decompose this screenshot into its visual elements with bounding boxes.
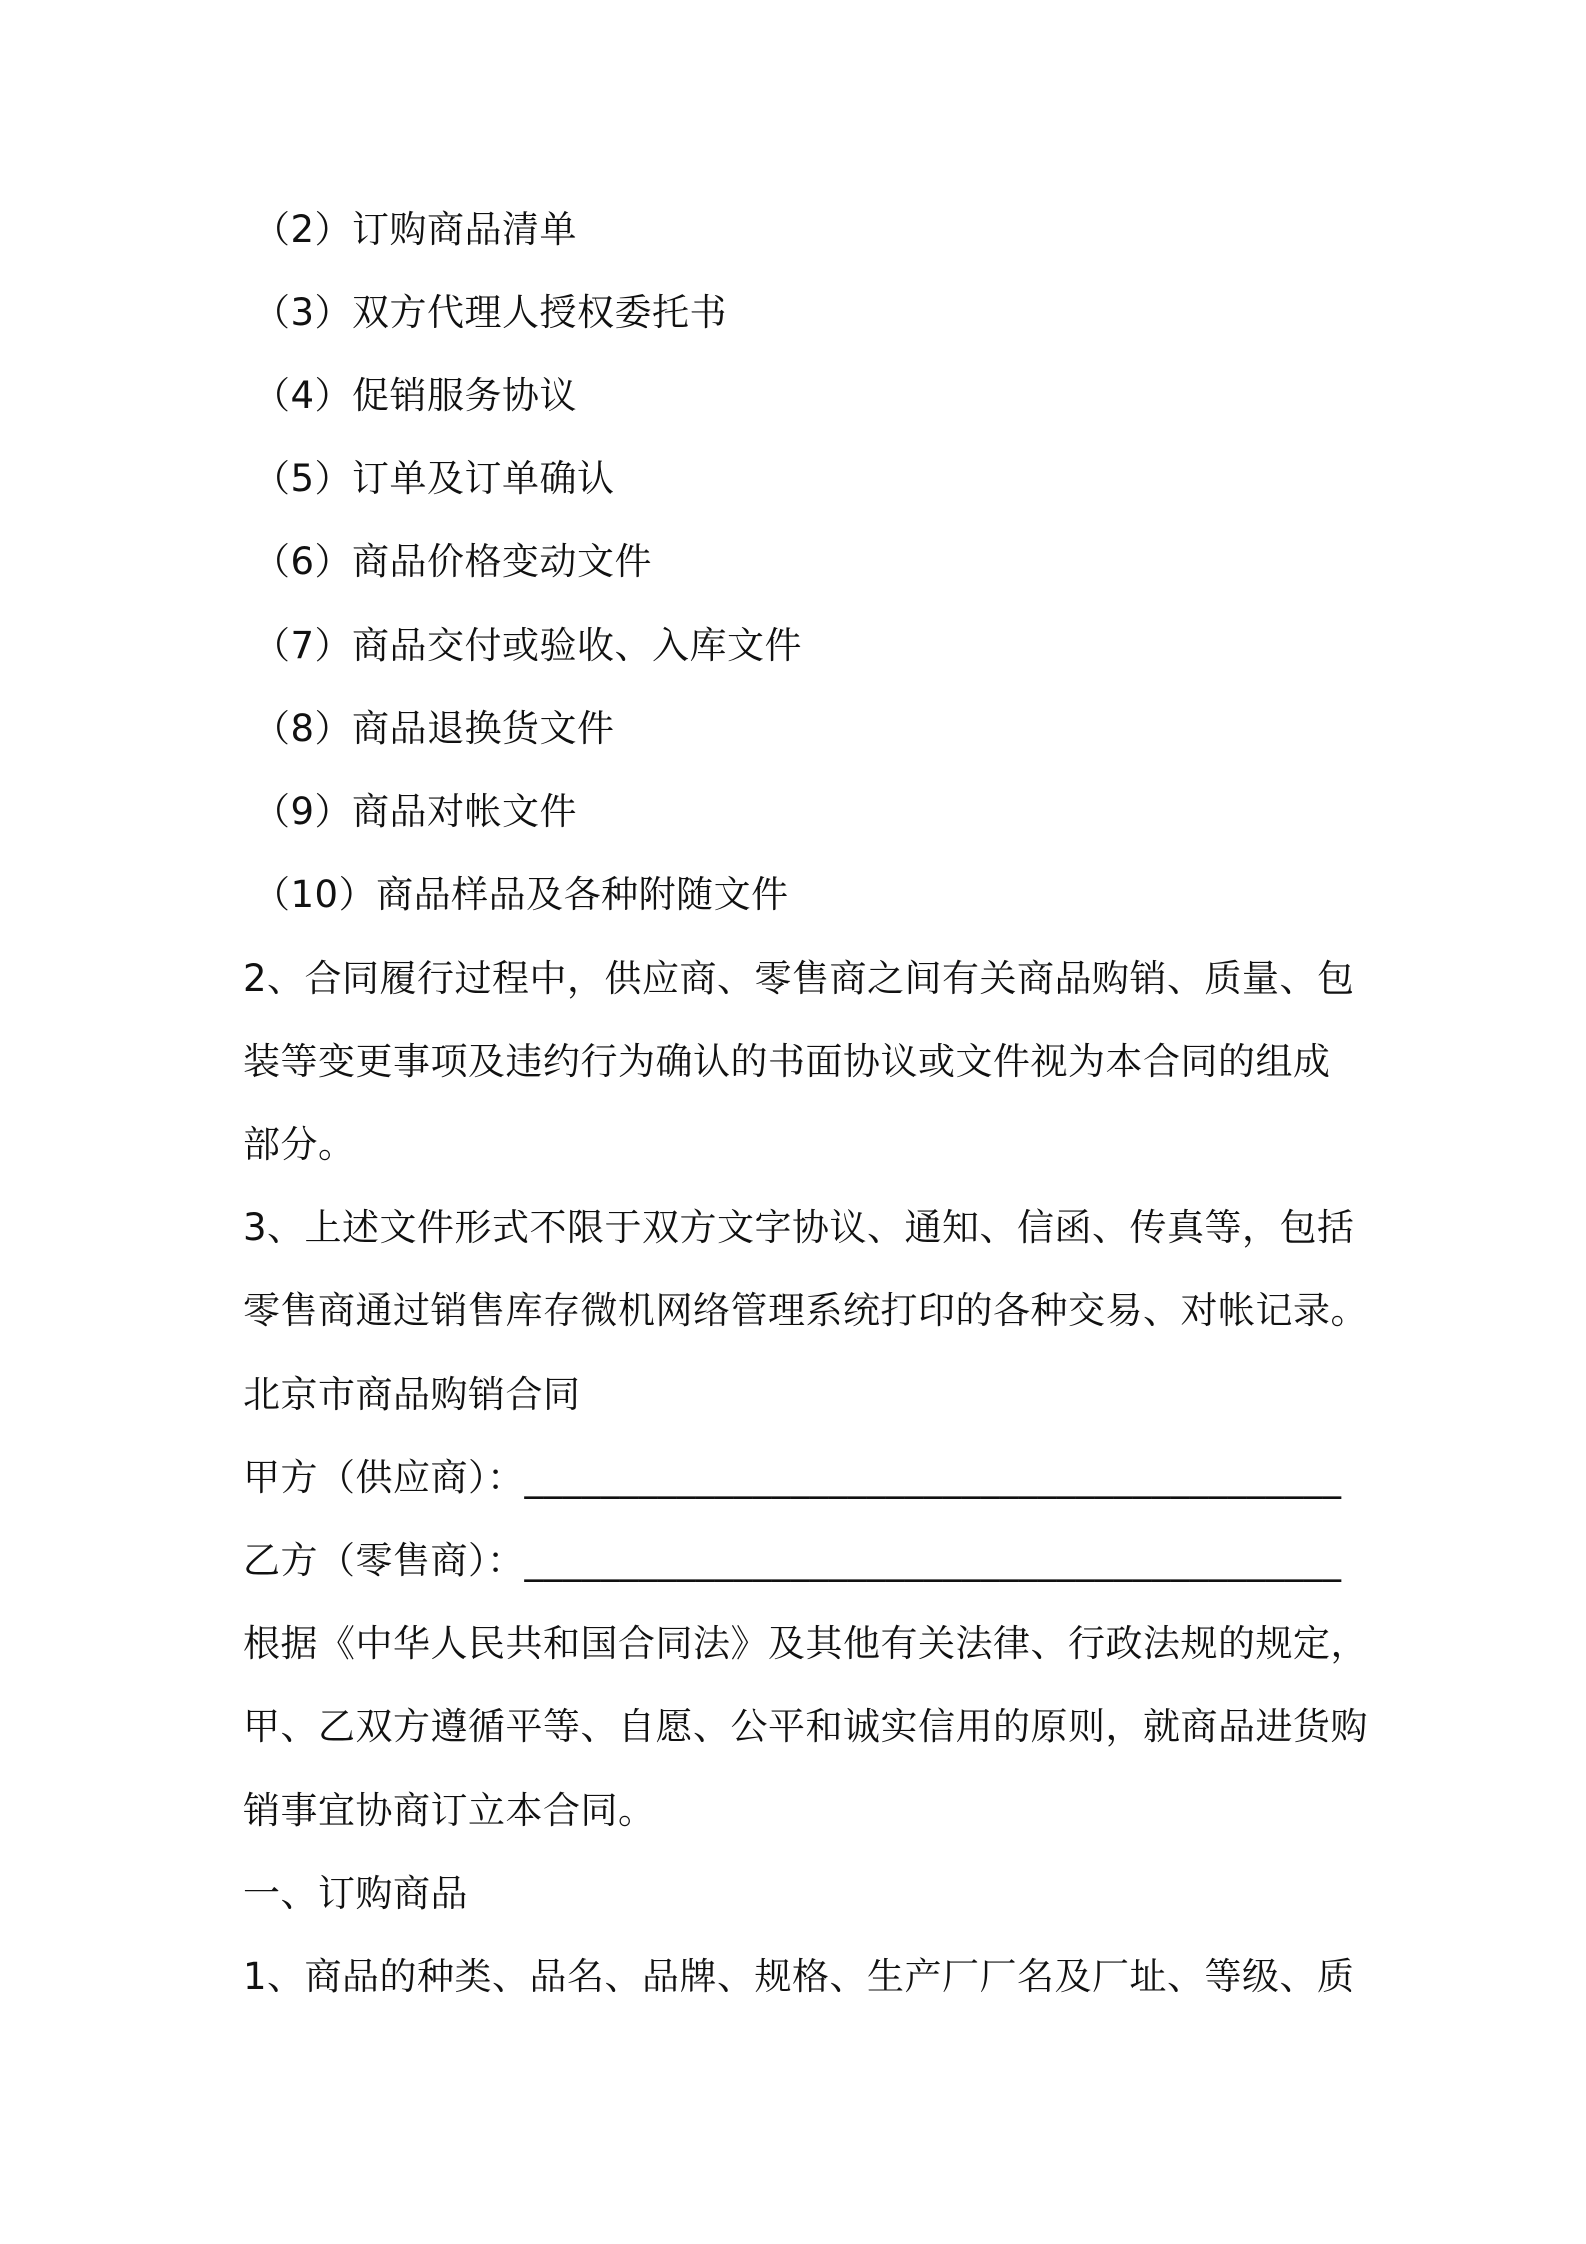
preamble-line: 甲、乙双方遵循平等、自愿、公平和诚实信用的原则，就商品进货购	[243, 1705, 1368, 1748]
list-item: （2）订购商品清单	[253, 208, 578, 251]
list-item: （6）商品价格变动文件	[253, 540, 653, 583]
clause-2-line: 装等变更事项及违约行为确认的书面协议或文件视为本合同的组成	[243, 1040, 1331, 1083]
list-item: （8）商品退换货文件	[253, 707, 615, 750]
preamble-line: 根据《中华人民共和国合同法》及其他有关法律、行政法规的规定，	[243, 1622, 1368, 1665]
list-item: （7）商品交付或验收、入库文件	[253, 624, 803, 667]
clause-2-line: 部分。	[243, 1123, 356, 1166]
section-heading: 一、订购商品	[243, 1872, 468, 1915]
list-item: （4）促销服务协议	[253, 374, 578, 417]
preamble-line: 销事宜协商订立本合同。	[243, 1789, 656, 1832]
section-1-clause-1: 1、商品的种类、品名、品牌、规格、生产厂厂名及厂址、等级、质	[243, 1955, 1355, 1998]
contract-title: 北京市商品购销合同	[243, 1373, 581, 1416]
list-item: （9）商品对帐文件	[253, 790, 578, 833]
list-item: （5）订单及订单确认	[253, 457, 615, 500]
list-item: （3）双方代理人授权委托书	[253, 291, 728, 334]
party-a-line: 甲方（供应商）：___________________________________________	[243, 1456, 1342, 1499]
clause-2-line: 2、合同履行过程中，供应商、零售商之间有关商品购销、质量、包	[243, 957, 1355, 1000]
party-b-line: 乙方（零售商）：___________________________________________	[243, 1539, 1342, 1582]
list-item: （10）商品样品及各种附随文件	[253, 873, 789, 916]
clause-3-line: 3、上述文件形式不限于双方文字协议、通知、信函、传真等，包括	[243, 1206, 1355, 1249]
clause-3-line: 零售商通过销售库存微机网络管理系统打印的各种交易、对帐记录。	[243, 1289, 1368, 1332]
